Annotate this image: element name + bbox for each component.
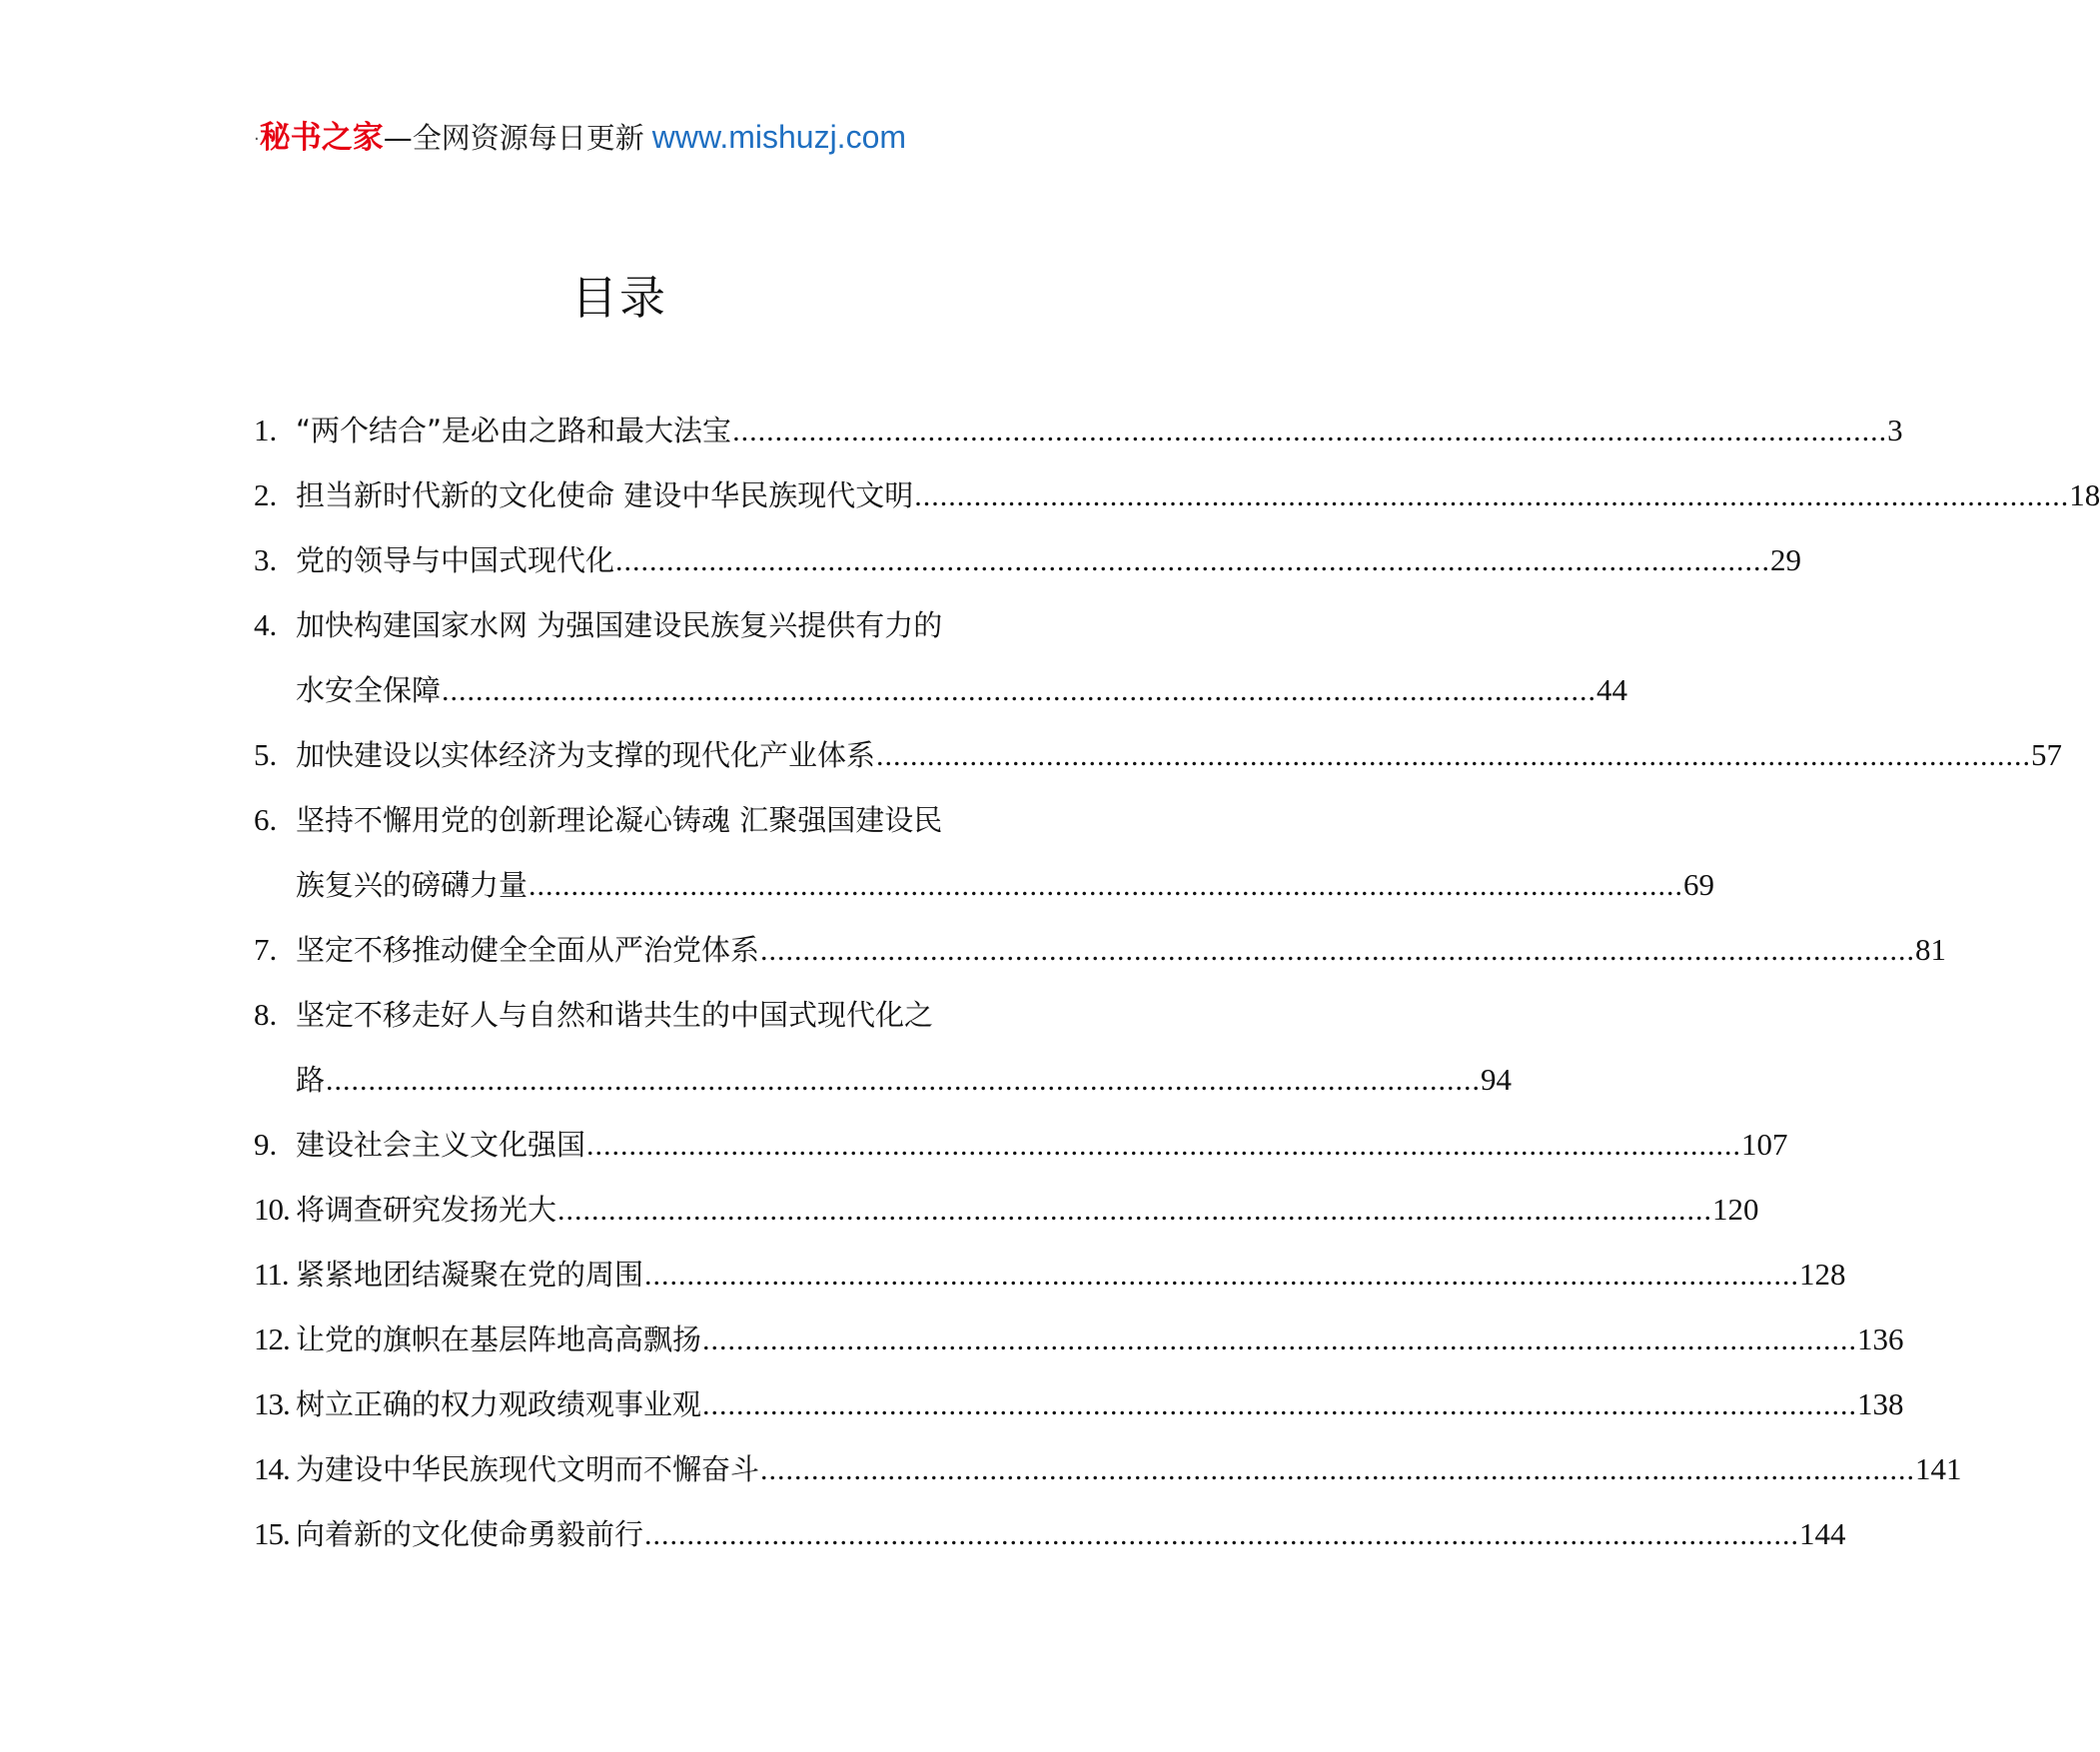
toc-entry-4-continued[interactable] [254, 657, 1628, 722]
toc-entry-title: “两个结合”是必由之路和最大法宝 [296, 414, 732, 447]
toc-entry-page: 81 [1915, 932, 1947, 967]
toc-entry-11[interactable] [254, 1242, 1846, 1307]
toc-entry-title-line2: 路 [296, 1063, 326, 1097]
toc-entry-2[interactable] [254, 462, 2100, 527]
toc-leader-dots: ........................................................................................................................................ [760, 934, 1916, 967]
toc-entry-number: 9. [254, 1127, 278, 1162]
toc-entry-8-continued[interactable] [254, 1047, 1513, 1112]
toc-entry-number: 15. [254, 1516, 290, 1551]
toc-entry-number: 3. [254, 542, 278, 577]
brand-name: 秘书之家 [259, 120, 384, 156]
toc-entry-8[interactable] [254, 982, 1043, 1047]
toc-entry-title-line1: 坚持不懈用党的创新理论凝心铸魂 汇聚强国建设民 [296, 803, 943, 837]
toc-entry-page: 3 [1887, 413, 1903, 447]
toc-entry-number: 2. [254, 477, 278, 512]
toc-entry-number: 12. [254, 1321, 290, 1356]
toc-entry-3[interactable] [254, 527, 1802, 592]
toc-entry-title: 让党的旗帜在基层阵地高高飘扬 [296, 1322, 702, 1356]
toc-entry-title-line2: 族复兴的磅礴力量 [296, 868, 528, 902]
toc-leader-dots: ........................................................................................................................................ [557, 1194, 1713, 1227]
toc-leader-dots: ........................................................................................................................................ [732, 415, 1888, 447]
header-slogan: —全网资源每日更新 [383, 121, 644, 155]
site-header [254, 112, 1013, 162]
toc-entry-14[interactable] [254, 1436, 1962, 1501]
header-dot: · [254, 129, 260, 150]
toc-entry-10[interactable] [254, 1177, 1759, 1242]
toc-entry-page: 57 [2031, 737, 2063, 772]
toc-entry-7[interactable] [254, 917, 1947, 982]
toc-heading: 目录 [571, 271, 667, 325]
toc-entry-page: 144 [1799, 1516, 1846, 1551]
toc-leader-dots: ........................................................................................................................................ [326, 1064, 1482, 1097]
toc-entry-title: 党的领导与中国式现代化 [296, 543, 615, 577]
toc-entry-number: 4. [254, 607, 278, 642]
toc-entry-title: 将调查研究发扬光大 [296, 1193, 557, 1227]
toc-entry-number: 14. [254, 1451, 290, 1486]
toc-entry-number: 1. [254, 413, 278, 447]
toc-entry-number: 11. [254, 1257, 289, 1292]
toc-leader-dots: ........................................................................................................................................ [615, 544, 1771, 577]
toc-entry-number: 10. [254, 1192, 290, 1227]
toc-entry-6-continued[interactable] [254, 852, 1715, 917]
toc-entry-title-line1: 加快构建国家水网 为强国建设民族复兴提供有力的 [296, 608, 943, 642]
toc-entry-title-line1: 坚定不移走好人与自然和谐共生的中国式现代化之 [296, 998, 934, 1032]
toc-entry-title: 建设社会主义文化强国 [296, 1128, 586, 1162]
toc-leader-dots: ........................................................................................................................................ [702, 1388, 1858, 1421]
toc-leader-dots: ........................................................................................................................................ [914, 479, 2070, 512]
toc-entry-title: 向着新的文化使命勇毅前行 [296, 1517, 644, 1551]
toc-entry-number: 6. [254, 802, 278, 837]
toc-entry-12[interactable] [254, 1307, 1904, 1371]
toc-entry-13[interactable] [254, 1371, 1904, 1436]
toc-entry-page: 141 [1915, 1451, 1962, 1486]
toc-entry-title: 为建设中华民族现代文明而不懈奋斗 [296, 1452, 760, 1486]
toc-entry-page: 69 [1683, 867, 1715, 902]
site-url-link[interactable]: www.mishuzj.com [651, 119, 907, 155]
toc-entry-page: 18 [2069, 477, 2100, 512]
toc-entry-number: 8. [254, 997, 278, 1032]
toc-leader-dots: ........................................................................................................................................ [760, 1453, 1916, 1486]
toc-entry-9[interactable] [254, 1112, 1788, 1177]
toc-entry-1[interactable] [254, 398, 1903, 462]
toc-leader-dots: ........................................................................................................................................ [876, 739, 2032, 772]
toc-leader-dots: ........................................................................................................................................ [586, 1129, 1742, 1162]
toc-entry-page: 29 [1770, 542, 1802, 577]
toc-entry-number: 7. [254, 932, 278, 967]
toc-entry-4[interactable] [254, 592, 1043, 657]
toc-leader-dots: ........................................................................................................................................ [442, 674, 1597, 707]
toc-leader-dots: ........................................................................................................................................ [528, 869, 1684, 902]
toc-entry-15[interactable] [254, 1501, 1846, 1566]
toc-entry-title-line2: 水安全保障 [296, 673, 442, 707]
toc-entry-number: 13. [254, 1386, 290, 1421]
toc-entry-page: 120 [1712, 1192, 1759, 1227]
toc-entry-page: 94 [1481, 1062, 1513, 1097]
toc-entry-page: 107 [1741, 1127, 1788, 1162]
toc-entry-page: 136 [1857, 1321, 1904, 1356]
toc-entry-title: 加快建设以实体经济为支撑的现代化产业体系 [296, 738, 876, 772]
toc-entry-page: 44 [1596, 672, 1628, 707]
toc-leader-dots: ........................................................................................................................................ [644, 1518, 1800, 1551]
toc-entry-page: 128 [1799, 1257, 1846, 1292]
toc-entry-title: 紧紧地团结凝聚在党的周围 [296, 1258, 644, 1292]
toc-entry-title: 坚定不移推动健全全面从严治党体系 [296, 933, 760, 967]
toc-entry-number: 5. [254, 737, 278, 772]
toc-entry-title: 担当新时代新的文化使命 建设中华民族现代文明 [296, 478, 914, 512]
toc-entry-title: 树立正确的权力观政绩观事业观 [296, 1387, 702, 1421]
toc-entry-6[interactable] [254, 787, 1043, 852]
toc-leader-dots: ........................................................................................................................................ [644, 1259, 1800, 1292]
toc-entry-5[interactable] [254, 722, 2063, 787]
toc-leader-dots: ........................................................................................................................................ [702, 1323, 1858, 1356]
toc-entry-page: 138 [1857, 1386, 1904, 1421]
table-of-contents [254, 398, 2100, 1566]
